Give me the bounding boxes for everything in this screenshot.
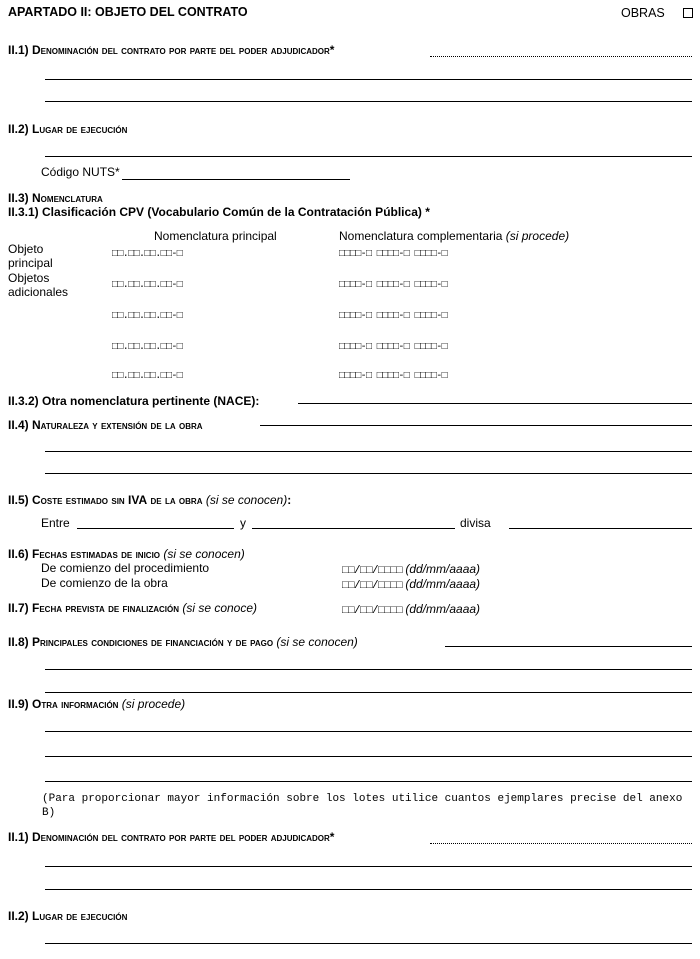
lugar-b-field[interactable] xyxy=(45,943,692,944)
lotes-note: (Para proporcionar mayor información sobre los lotes utilice cuantos ejemplares precise del anexo B) xyxy=(42,793,683,819)
cpv-compl-code-2[interactable]: □□□□-□ □□□□-□ □□□□-□ xyxy=(339,280,448,291)
section-ii2-title: II.2) Lugar de ejecución xyxy=(8,122,128,136)
coste-hasta-field[interactable] xyxy=(252,528,455,529)
col-compl-header: Nomenclatura complementaria (si procede) xyxy=(339,229,570,243)
nace-field[interactable] xyxy=(298,403,692,404)
obras-checkbox[interactable] xyxy=(683,8,693,18)
objeto-principal-label: Objeto principal xyxy=(8,242,53,270)
section-ii5-title: II.5) Coste estimado sin IVA de la obra (si se conocen): xyxy=(8,493,292,507)
denominacion-line-2[interactable] xyxy=(45,79,692,80)
page-title: APARTADO II: OBJETO DEL CONTRATO xyxy=(8,5,248,19)
y-label: y xyxy=(240,516,246,530)
divisa-label: divisa xyxy=(460,516,491,530)
denominacion-b-field[interactable] xyxy=(430,843,692,844)
objetos-adicionales-label: Objetos adicionales xyxy=(8,271,69,299)
obras-label: OBRAS xyxy=(621,6,665,20)
comienzo-procedimiento-label: De comienzo del procedimiento xyxy=(41,561,210,575)
cpv-compl-code-5[interactable]: □□□□-□ □□□□-□ □□□□-□ xyxy=(339,371,448,382)
naturaleza-line-3[interactable] xyxy=(45,473,692,474)
denominacion-line-3[interactable] xyxy=(45,101,692,102)
denominacion-b-line-2[interactable] xyxy=(45,866,692,867)
section-ii4-title: II.4) Naturaleza y extensión de la obra xyxy=(8,418,203,432)
naturaleza-line-2[interactable] xyxy=(45,451,692,452)
cpv-main-code-5[interactable]: □□.□□.□□.□□-□ xyxy=(112,371,183,382)
cpv-compl-code-1[interactable]: □□□□-□ □□□□-□ □□□□-□ xyxy=(339,249,448,260)
cpv-main-code-1[interactable]: □□.□□.□□.□□-□ xyxy=(112,249,183,260)
section-ii8-title: II.8) Principales condiciones de financiación y de pago (si se conocen) xyxy=(8,635,358,649)
comienzo-obra-label: De comienzo de la obra xyxy=(41,576,168,590)
section-ii7-title: II.7) Fecha prevista de finalización (si se conoce) xyxy=(8,601,258,615)
cpv-compl-code-4[interactable]: □□□□-□ □□□□-□ □□□□-□ xyxy=(339,342,448,353)
col-principal-header: Nomenclatura principal xyxy=(154,229,277,243)
section-ii3-title: II.3) Nomenclatura xyxy=(8,191,103,205)
otra-info-line-3[interactable] xyxy=(45,781,692,782)
fecha-obra-field[interactable]: □□/□□/□□□□ (dd/mm/aaaa) xyxy=(342,577,481,592)
nuts-label: Código NUTS* xyxy=(41,165,120,179)
section-ii1b-title: II.1) Denominación del contrato por parte del poder adjudicador* xyxy=(8,830,335,844)
section-ii1-title: II.1) Denominación del contrato por parte del poder adjudicador* xyxy=(8,43,335,57)
nuts-field[interactable] xyxy=(122,179,350,180)
denominacion-field[interactable] xyxy=(430,56,692,57)
cpv-main-code-4[interactable]: □□.□□.□□.□□-□ xyxy=(112,342,183,353)
financiacion-line-3[interactable] xyxy=(45,692,692,693)
cpv-compl-code-3[interactable]: □□□□-□ □□□□-□ □□□□-□ xyxy=(339,311,448,322)
cpv-main-code-2[interactable]: □□.□□.□□.□□-□ xyxy=(112,280,183,291)
denominacion-b-line-3[interactable] xyxy=(45,889,692,890)
financiacion-line-2[interactable] xyxy=(45,669,692,670)
fecha-finalizacion-field[interactable]: □□/□□/□□□□ (dd/mm/aaaa) xyxy=(342,602,481,617)
entre-label: Entre xyxy=(41,516,70,530)
nace-label: II.3.2) Otra nomenclatura pertinente (NACE): xyxy=(8,394,260,408)
section-ii9-title: II.9) Otra información (si procede) xyxy=(8,697,186,711)
cpv-title: II.3.1) Clasificación CPV (Vocabulario Común de la Contratación Pública) * xyxy=(8,205,430,219)
financiacion-field[interactable] xyxy=(445,646,692,647)
divisa-field[interactable] xyxy=(509,528,692,529)
section-ii2b-title: II.2) Lugar de ejecución xyxy=(8,909,128,923)
coste-desde-field[interactable] xyxy=(77,528,234,529)
otra-info-line-1[interactable] xyxy=(45,731,692,732)
fecha-procedimiento-field[interactable]: □□/□□/□□□□ (dd/mm/aaaa) xyxy=(342,562,481,577)
section-ii6-title: II.6) Fechas estimadas de inicio (si se conocen) xyxy=(8,547,245,561)
otra-info-line-2[interactable] xyxy=(45,756,692,757)
cpv-main-code-3[interactable]: □□.□□.□□.□□-□ xyxy=(112,311,183,322)
naturaleza-field[interactable] xyxy=(260,425,692,426)
lugar-field[interactable] xyxy=(45,156,692,157)
